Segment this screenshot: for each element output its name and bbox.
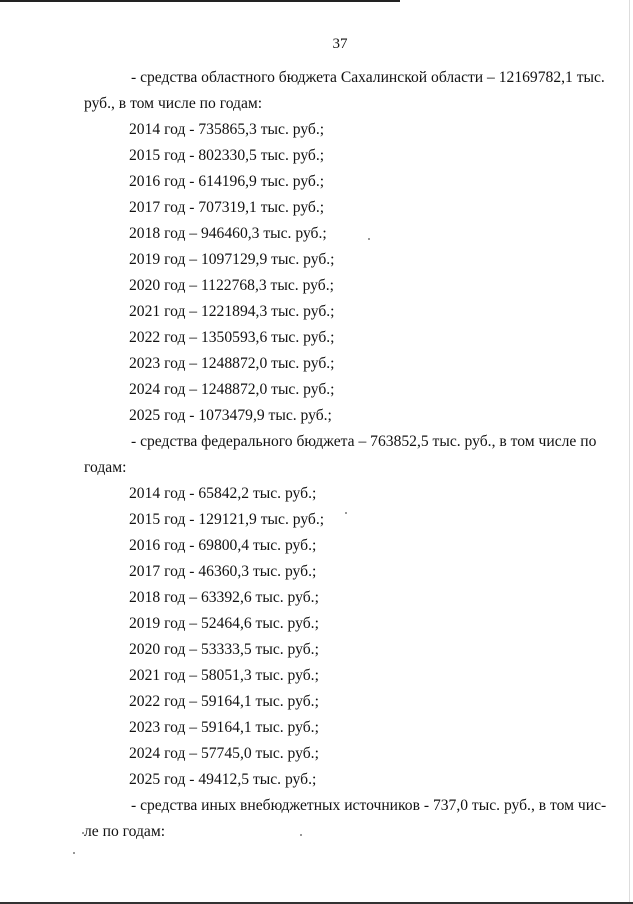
- regional-year-item: 2015 год - 802330,5 тыс. руб.;: [129, 147, 325, 164]
- federal-year-item: 2024 год – 57745,0 тыс. руб.;: [129, 745, 319, 762]
- regional-budget-line-2: руб., в том числе по годам:: [84, 95, 263, 112]
- regional-year-item: 2025 год - 1073479,9 тыс. руб.;: [129, 407, 332, 424]
- regional-year-item: 2019 год – 1097129,9 тыс. руб.;: [129, 251, 335, 268]
- regional-year-item: 2014 год - 735865,3 тыс. руб.;: [129, 121, 325, 138]
- federal-year-item: 2018 год – 63392,6 тыс. руб.;: [129, 589, 319, 606]
- federal-year-item: 2025 год - 49412,5 тыс. руб.;: [129, 771, 317, 788]
- scan-speck: [73, 852, 75, 854]
- top-scan-edge: [0, 0, 400, 2]
- regional-year-item: 2021 год – 1221894,3 тыс. руб.;: [129, 303, 335, 320]
- federal-year-item: 2015 год - 129121,9 тыс. руб.;: [129, 511, 325, 528]
- federal-budget-line-2: годам:: [84, 459, 127, 476]
- federal-year-item: 2020 год – 53333,5 тыс. руб.;: [129, 641, 319, 658]
- federal-year-item: 2016 год - 69800,4 тыс. руб.;: [129, 537, 317, 554]
- regional-year-item: 2023 год – 1248872,0 тыс. руб.;: [129, 355, 335, 372]
- scan-speck: [300, 834, 302, 836]
- regional-year-item: 2020 год – 1122768,3 тыс. руб.;: [129, 277, 334, 294]
- federal-year-item: 2017 год - 46360,3 тыс. руб.;: [129, 563, 317, 580]
- regional-year-item: 2016 год - 614196,9 тыс. руб.;: [129, 173, 325, 190]
- regional-year-item: 2022 год – 1350593,6 тыс. руб.;: [129, 329, 335, 346]
- federal-year-item: 2021 год – 58051,3 тыс. руб.;: [129, 667, 319, 684]
- scan-speck: [82, 832, 84, 834]
- federal-budget-line-1: - средства федерального бюджета – 763852,5 тыс. руб., в том числе по: [131, 433, 597, 450]
- federal-year-item: 2023 год – 59164,1 тыс. руб.;: [129, 719, 319, 736]
- regional-year-item: 2024 год – 1248872,0 тыс. руб.;: [129, 381, 335, 398]
- federal-year-item: 2019 год – 52464,6 тыс. руб.;: [129, 615, 319, 632]
- extrabudgetary-line-1: - средства иных внебюджетных источников - 737,0 тыс. руб., в том чис-: [131, 797, 607, 814]
- right-scan-edge: [629, 0, 630, 904]
- federal-year-item: 2014 год - 65842,2 тыс. руб.;: [129, 485, 317, 502]
- extrabudgetary-line-2: ле по годам:: [84, 823, 166, 840]
- regional-year-item: 2018 год – 946460,3 тыс. руб.;: [129, 225, 327, 242]
- scan-speck: [368, 238, 370, 240]
- scan-speck: [345, 512, 347, 514]
- regional-year-item: 2017 год - 707319,1 тыс. руб.;: [129, 199, 325, 216]
- regional-budget-line-1: - средства областного бюджета Сахалинской области – 12169782,1 тыс.: [131, 69, 605, 86]
- page-number: 37: [332, 36, 348, 52]
- federal-year-item: 2022 год – 59164,1 тыс. руб.;: [129, 693, 319, 710]
